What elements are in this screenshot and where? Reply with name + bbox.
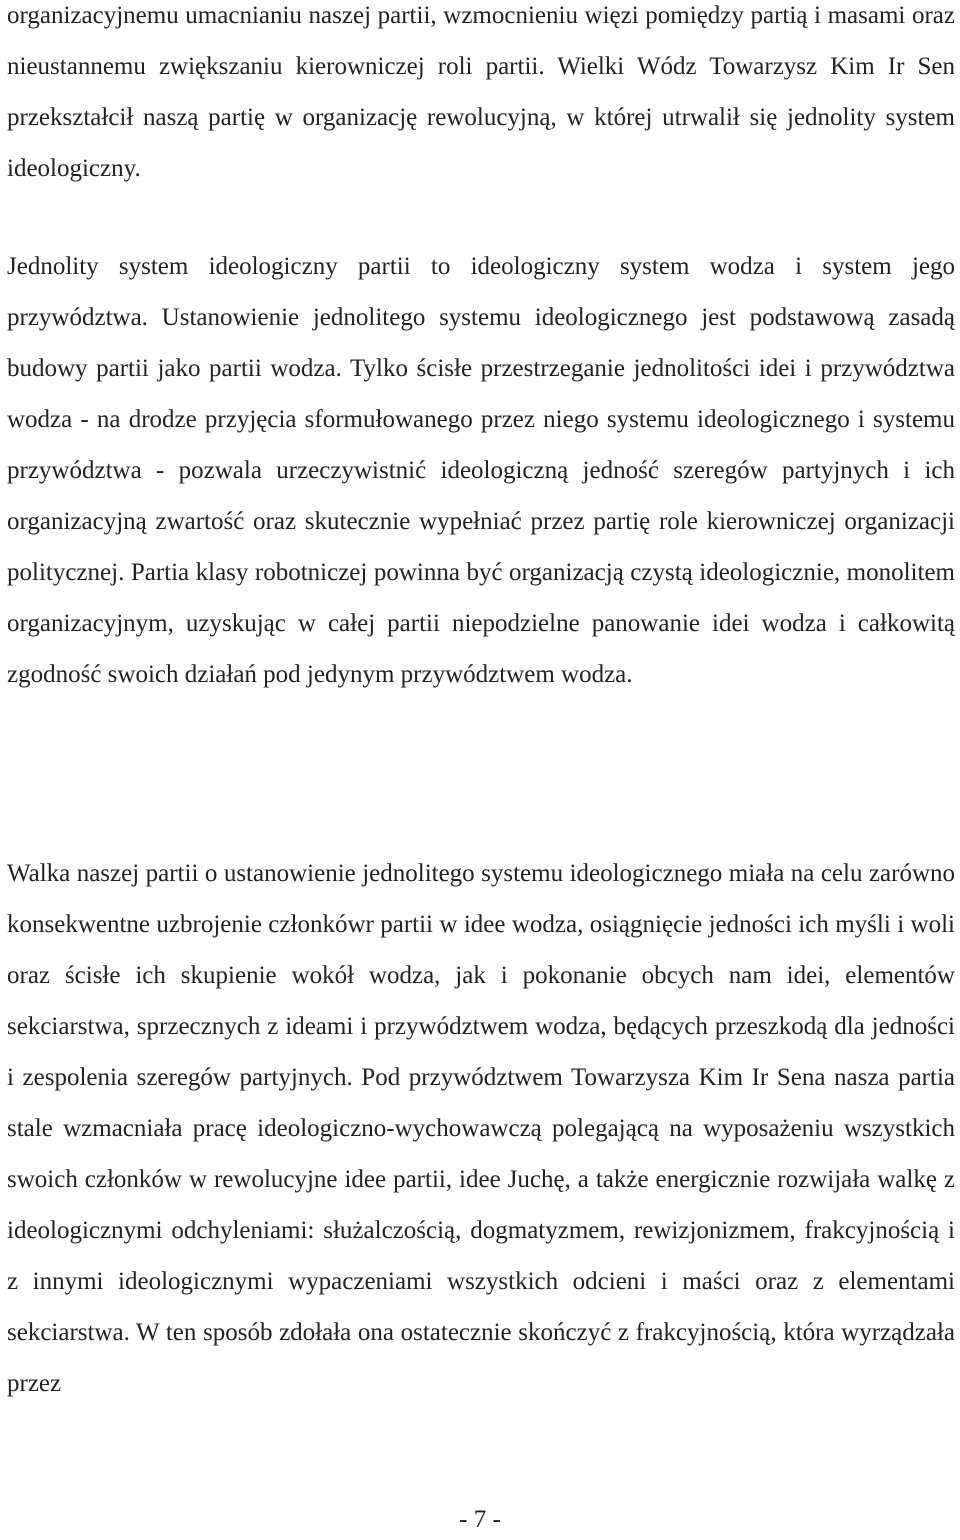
paragraph-3: Walka naszej partii o ustanowienie jednolitego systemu ideologicznego miała na celu zarówno konsekwentne uzbrojenie członkówr partii w idee wodza, osiągnięcie jedności ich myśli i woli oraz ścisłe ich skupienie wokół wodza, jak i pokonanie obcych nam idei, elementów sekciarstwa, sprzecznych z ideami i przywództwem wodza, będących przeszkodą dla jedności i zespolenia szeregów partyjnych. Pod przywództwem Towarzysza Kim Ir Sena nasza partia stale wzmacniała pracę ideologiczno-wychowawczą polegającą na wyposażeniu wszystkich swoich członków w rewolucyjne idee partii, idee Juchę, a także energicznie rozwijała walkę z ideologicznymi odchyleniami: służalczością, dogmatyzmem, rewizjonizmem, frakcyjnością i z innymi ideologicznymi wypaczeniami wszystkich odcieni i maści oraz z elementami sekciarstwa. W ten sposób zdołała ona ostatecznie skończyć z frakcyjnością, która wyrządzała przez: [7, 860, 955, 1397]
paragraph-2: Jednolity system ideologiczny partii to ideologiczny system wodza i system jego przywództwa. Ustanowienie jednolitego systemu ideologicznego jest podstawową zasadą budowy partii jako partii wodza. Tylko ścisłe przestrzeganie jednolitości idei i przywództwa wodza - na drodze przyjęcia sformułowanego przez niego systemu ideologicznego i systemu przywództwa - pozwala urzeczywistnić ideologiczną jedność szeregów partyjnych i ich organizacyjną zwartość oraz skutecznie wypełniać przez partię role kierowniczej organizacji politycznej. Partia klasy robotniczej powinna być organizacją czystą ideologicznie, monolitem organizacyjnym, uzyskując w całej partii niepodzielne panowanie idei wodza i całkowitą zgodność swoich działań pod jedynym przywództwem wodza.: [7, 253, 955, 688]
paragraph-1: organizacyjnemu umacnianiu naszej partii, wzmocnieniu więzi pomiędzy partią i masami oraz nieustannemu zwiększaniu kierowniczej roli partii. Wielki Wódz Towarzysz Kim Ir Sen przekształcił naszą partię w organizację rewolucyjną, w której utrwalił się jednolity system ideologiczny.: [7, 2, 955, 182]
page-number: - 7 -: [459, 1506, 501, 1533]
